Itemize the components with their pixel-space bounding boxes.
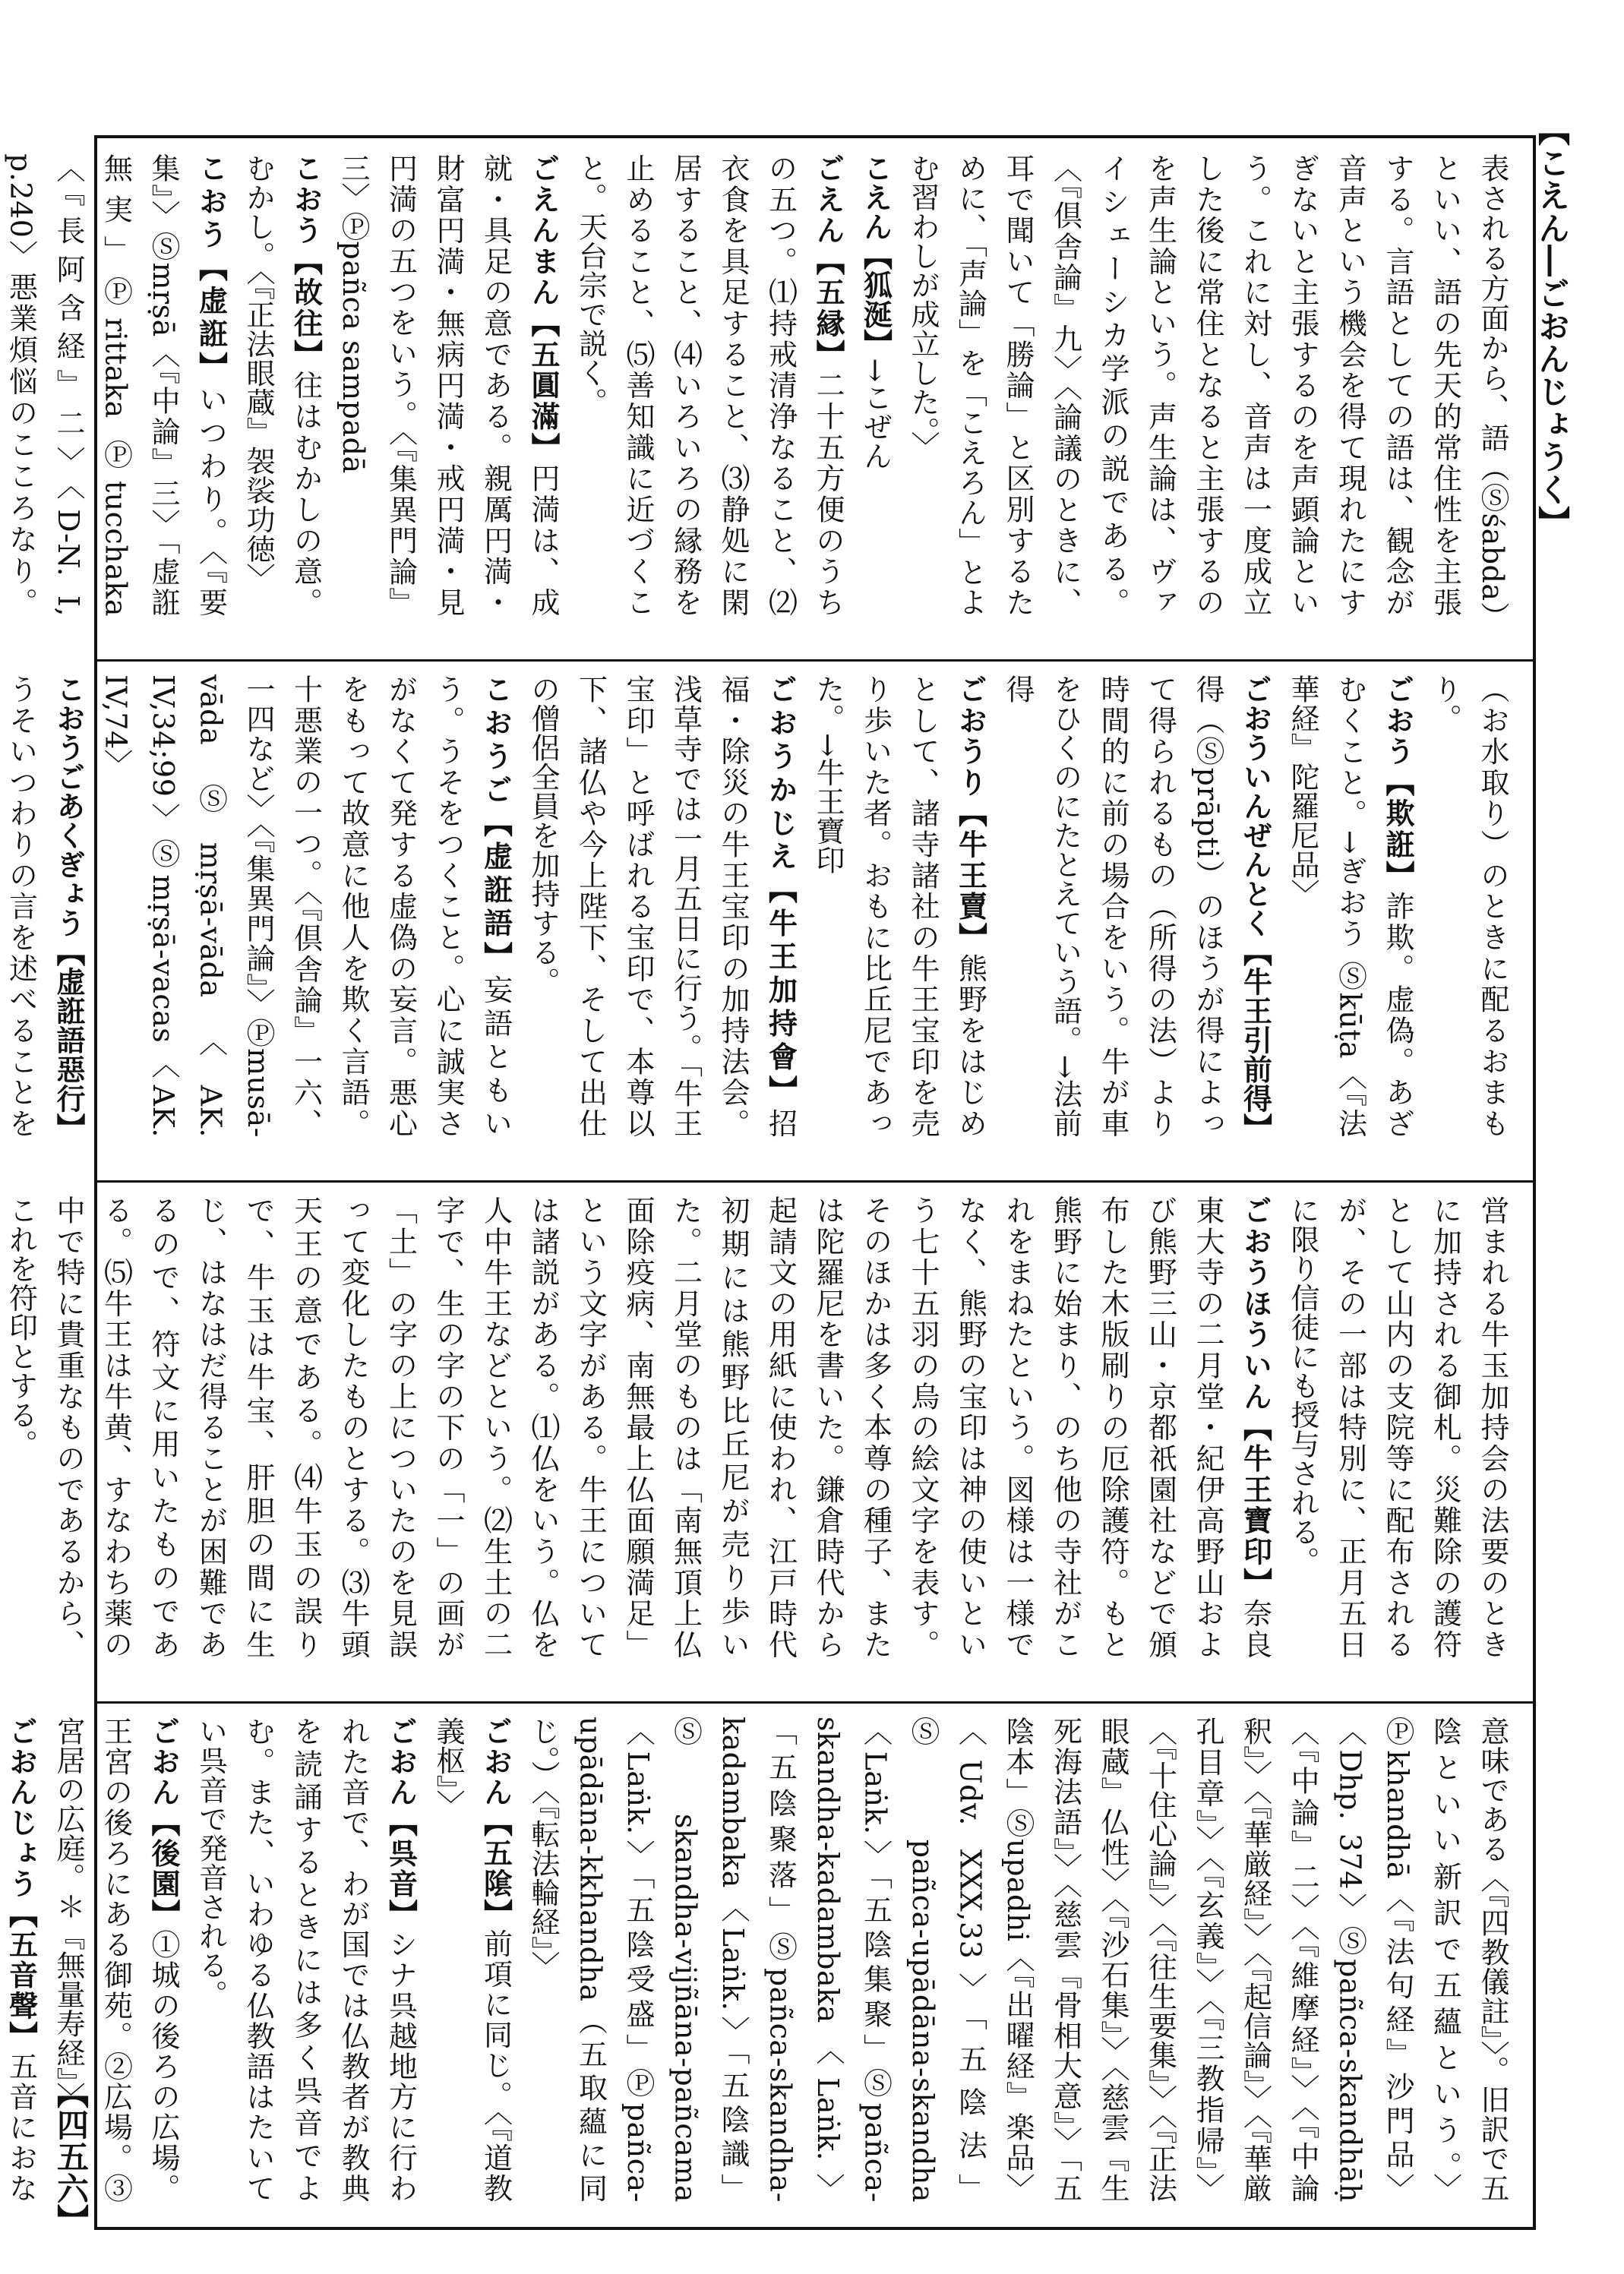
tier-divider bbox=[97, 1180, 1533, 1183]
entry-headword: ごおん【呉音】 bbox=[384, 1717, 418, 1930]
entry-headword: ごおうほういん【牛王寶印】 bbox=[1238, 1195, 1272, 1599]
entry-text: ①城の後ろの広場。王宮の後ろにある御苑。②広場。③宮居の広庭。＊『無量寿経』〉 bbox=[52, 1717, 180, 2203]
entry-text: いつわり。〈『要集』〉Ⓢmṛṣā〈『中論』三〉「虚誑無実」Ⓟrittaka Ⓟtucchaka〈『長阿含経』二〉〈D-N. I, p.240〉悪業煩悩のこころなり。 bbox=[4, 153, 228, 617]
entry-text: 前項に同じ。〈『道教義枢』〉 bbox=[431, 1717, 513, 2203]
tier-1-text bbox=[4, 153, 1516, 617]
entry-text: 熊野をはじめとして、諸寺諸社の牛王宝印を売り歩いた者。おもに比丘尼であった。→牛王寶印 bbox=[811, 674, 987, 1139]
page-number: 【四五六】 bbox=[52, 2077, 90, 2236]
dictionary-entry bbox=[235, 153, 330, 617]
tier-2 bbox=[4, 659, 1533, 1153]
dictionary-entry bbox=[425, 1717, 520, 2203]
dictionary-entry bbox=[899, 153, 1517, 617]
dictionary-entry bbox=[0, 153, 235, 617]
entry-headword: ごおう【欺誑】 bbox=[1381, 674, 1414, 892]
entry-headword: こおうごあくぎょう【虚誑語惡行】 bbox=[52, 674, 85, 1142]
dictionary-entry bbox=[804, 674, 994, 1138]
entry-headword: こおうご【虚誑語】 bbox=[479, 674, 513, 975]
entry-text: 往はむかしの意。むかし。〈『正法眼蔵』袈裟功徳〉 bbox=[242, 153, 323, 617]
entry-text: 得（Ⓢprāpti）のほうが得によって得られるもの（所得の法）より時間的に前の場合をいう。牛が車をひくのにたとえていう語。→法前得 bbox=[1001, 674, 1224, 1139]
dictionary-entry bbox=[92, 674, 520, 1138]
tier-2-text bbox=[4, 674, 1516, 1142]
entry-headword: ごおん【後園】 bbox=[147, 1717, 180, 1930]
dictionary-entry bbox=[1421, 674, 1516, 1138]
entry-text: 招福・除災の牛王宝印の加持法会。浅草寺では一月五日に行う。「牛王宝印」と呼ばれる宝印で、本尊以下、諸仏や今上陛下、そして出仕の僧侶全員を加持する。 bbox=[526, 674, 798, 1138]
entry-text: （お水取り）のときに配るおまもり。 bbox=[1428, 674, 1509, 1138]
dictionary-entry bbox=[187, 1717, 425, 2203]
entry-text: 五音におな bbox=[4, 2051, 38, 2203]
entry-text: →こぜん bbox=[858, 358, 893, 471]
dictionary-entry bbox=[520, 1717, 1517, 2203]
entry-text: 営まれる牛玉加持会の法要のときに加持される御札。災難除の護符として山内の支院等に配布されるが、その一部は特別に、正月五日に限り信徒にも授与される。 bbox=[1286, 1195, 1509, 1659]
entry-headword: ごえんまん【五圓滿】 bbox=[526, 153, 560, 464]
entry-text: 奈良東大寺の二月堂・紀伊高野山および熊野三山・京都祇園社などで頒布した木版刷りの厄除護符。もと熊野に始まり、のち他の寺社がこれをまねたという。図様は一様でなく、熊野の宝印は神の使いという七十五羽の烏の絵文字を表す。そのほかは多く本尊の種子、または陀羅尼を書いた。鎌倉時代から起請文の用紙に使われ、江戸時代初期には熊野比丘尼が売り歩いた。二月堂のものは「南無頂上仏面除疫病、南無最上仏面願満足」という文字がある。牛王については諸説がある。⑴仏をいう。仏を人中牛王などという。⑵生土の二字で、生の字の下の「一」の画が「土」の字の上についたのを見誤って変化したものとする。⑶牛頭天王の意である。⑷牛玉の誤りで、牛玉は牛宝、肝胆の間に生じ、はなはだ得ることが困難であるので、符文に用いたものである。⑸牛王は牛黄、すなわち薬の中で特に貴重なものであるから、これを符印とする。 bbox=[4, 1195, 1272, 1660]
dictionary-entry bbox=[330, 153, 567, 617]
tier-3-text bbox=[4, 1195, 1516, 1660]
page-header: 【こえん―ごおんじょうく】 bbox=[1534, 114, 1571, 538]
entry-headword: こおう【虚誑】 bbox=[194, 153, 228, 385]
entry-text: 意味である〈『四教儀註』〉。旧訳で五陰といい新訳で五蘊という。〉Ⓟkhandhā〈『法句経』沙門品〉〈Dhp. 374〉Ⓢpañca-skandhāḥ〈『中論』二〉〈『維摩経』〉〈『中論釈』〉〈『華厳経』〉〈『起信論』〉〈『華厳孔目章』〉〈『玄義』〉〈『三教指帰』〉〈『十住心論』〉〈『往生要集』〉〈『正法眼蔵』仏性〉〈『沙石集』〉〈慈雲『生死海法語』〉〈慈雲『骨相大意』〉「五陰本」Ⓢupadhi〈『出曜経』楽品〉〈Udv. XXX,33〉「五陰法」Ⓢpañca-upādāna-skandha〈Laṅk.〉「五陰集聚」Ⓢpañca-skandha-kadambaka〈Laṅk.〉「五陰聚落」Ⓢpañca-skandha-kadambaka〈Laṅk.〉「五陰識」Ⓢskandha-vijñāna-pañcama〈Laṅk.〉「五陰受盛」Ⓟpañca-upādāna-kkhandha（五取蘊に同じ。）〈『転法輪経』〉 bbox=[526, 1717, 1509, 2203]
dictionary-entry bbox=[0, 1717, 45, 2203]
entry-text: 表される方面から、語（Ⓢśabda）といい、語の先天的常住性を主張する。言語としての語は、観念が音声という機会を得て現れたにすぎないと主張するのを声顕論という。これに対し、音声は一度成立した後に常住となると主張するのを声生論という。声生論は、ヴァイシェーシカ学派の説である。〈『倶舎論』九〉〈論議のときに、耳で聞いて「勝論」と区別するために、「声論」を「こえろん」とよむ習わしが成立した。〉 bbox=[906, 153, 1509, 617]
entry-text: うそいつわりの言を述べることを bbox=[4, 674, 38, 1138]
dictionary-entry bbox=[567, 153, 851, 617]
entry-headword: ごおんじょう【五音聲】 bbox=[4, 1717, 38, 2052]
entry-headword: ごおうかじえ【牛王加持會】 bbox=[763, 674, 798, 1109]
entry-headword: ごえん【五縁】 bbox=[811, 153, 845, 371]
tier-3 bbox=[4, 1180, 1533, 1674]
entry-text: 二十五方便のうちの五つ。⑴持戒清浄なること、⑵衣食を具足すること、⑶静処に閑居すること、⑷いろいろの縁務を止めること、⑸善知識に近づくこと。天台宗で説く。 bbox=[573, 153, 845, 617]
entry-text: シナ呉越地方に行われた音で、わが国では仏教者が教典を読誦するときには多く呉音でよむ。また、いわゆる仏教語はたいてい呉音で発音される。 bbox=[194, 1717, 418, 2203]
tier-divider bbox=[97, 659, 1533, 662]
dictionary-entry bbox=[851, 153, 899, 617]
dictionary-entry bbox=[994, 674, 1279, 1142]
entry-headword: ごおういんぜんとく【牛王引前得】 bbox=[1238, 674, 1272, 1142]
entry-text: 詐欺。虚偽。あざむくこと。→ぎおう Ⓢkūṭa〈『法華経』陀羅尼品〉 bbox=[1286, 674, 1414, 1138]
entry-headword: ごおん【五隂】 bbox=[479, 1717, 513, 1929]
entry-headword: こえん【狐涎】 bbox=[858, 153, 893, 358]
dictionary-entry bbox=[520, 674, 804, 1138]
dictionary-entry bbox=[1279, 1195, 1517, 1659]
dictionary-entry bbox=[0, 674, 92, 1142]
entry-headword: ごおうり【牛王賣】 bbox=[953, 674, 987, 954]
entry-headword: こおう【故往】 bbox=[289, 153, 323, 371]
entry-text: 円満は、成就・具足の意である。親厲円満・財富円満・無病円満・戒円満・見円満の五つをいう。〈『集異門論』三〉Ⓟpañca sampadā bbox=[336, 153, 560, 617]
entry-text: 妄語ともいう。うそをつくこと。心に誠実さがなくて発する虚偽の妄言。悪心をもって故意に他人を欺く言語。十悪業の一つ。〈『倶舎論』一六、一四など〉〈『集異門論』〉Ⓟmusā-vāda Ⓢmṛṣā-vāda〈AK. IV,34;99〉Ⓢmṛṣā-vacas〈AK. IV,74〉 bbox=[99, 674, 513, 1139]
dictionary-entry bbox=[0, 1195, 1279, 1659]
tier-1 bbox=[4, 138, 1533, 632]
dictionary-entry bbox=[1279, 674, 1422, 1138]
tier-divider bbox=[97, 1701, 1533, 1704]
